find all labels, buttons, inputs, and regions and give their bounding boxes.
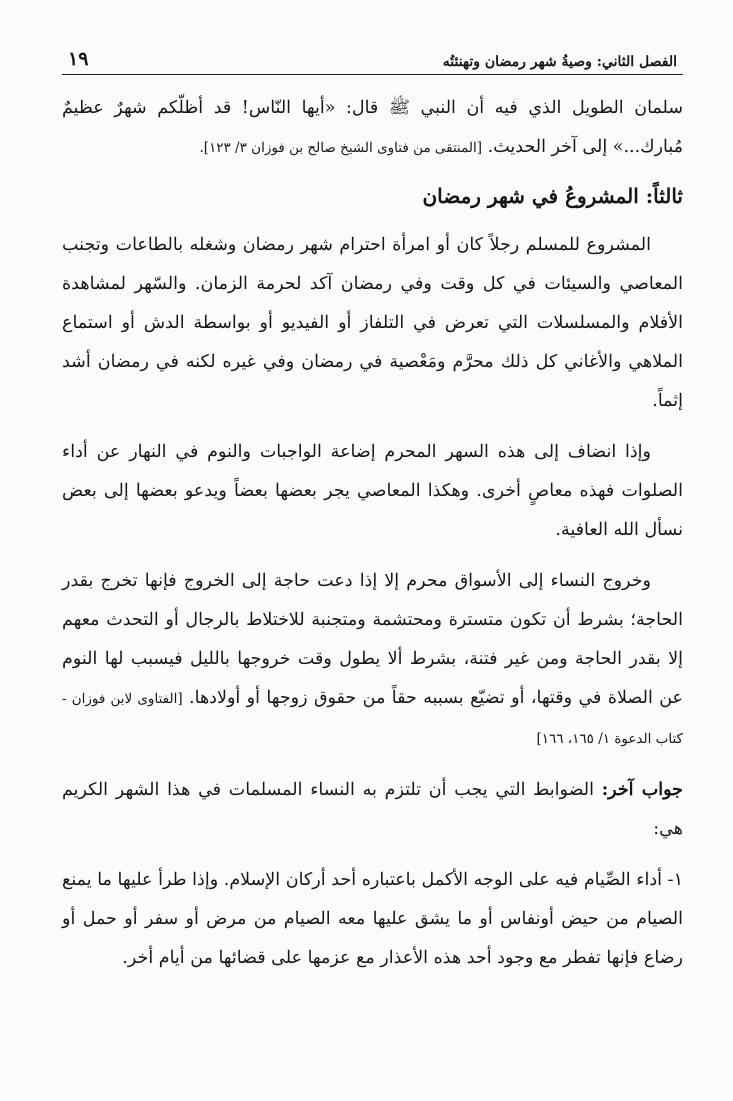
paragraph-4 xyxy=(62,771,683,849)
paragraph-2: وإذا انضاف إلى هذه السهر المحرم إضاعة الواجبات والنوم في النهار عن أداء الصلوات فهذه معاصٍ أخرى. وهكذا المعاصي يجر بعضها بعضاً ويدعو بعضها إلى بعض نسأل الله العافية. xyxy=(62,442,683,540)
paragraph-1: المشروع للمسلم رجلاً كان أو امرأة احترام شهر رمضان وشغله بالطاعات وتجنب المعاصي والسيئات في كل وقت وفي رمضان آكد لحرمة الزمان. والسّهر لمشاهدة الأفلام والمسلسلات التي تعرض في التلفاز أو الفيديو أو بواسطة الدش أو استماع الملاهي والأغاني كل ذلك محرَّم ومَعْصية في رمضان وفي غيره لكنه في رمضان أشد إثماً. xyxy=(62,235,683,411)
paragraph-5: ١- أداء الصِّيام فيه على الوجه الأكمل باعتباره أحد أركان الإسلام. وإذا طرأ عليها ما يمنع الصيام من حيض أونفاس أو ما يشق عليها معه الصيام من مرض أو سفر أو حمل أو رضاع فإنها تفطر مع وجود أحد هذه الأعذار مع عزمها على قضائها من أيام أخر. xyxy=(62,870,683,968)
page-header xyxy=(62,36,683,75)
page-content xyxy=(62,89,683,978)
intro-reference: [المنتقى من فتاوى الشيخ صالح بن فوزان ٣/ ١٢٣]. xyxy=(199,140,483,156)
intro-paragraph xyxy=(62,89,683,168)
running-title: الفصل الثاني: وصيةُ شهر رمضان وتهنئتُه xyxy=(442,54,677,70)
paragraph-3-reference: [الفتاوى لابن فوزان - كتاب الدعوة ١/ ١٦٥، ١٦٦] xyxy=(62,691,683,747)
intro-text: سلمان الطويل الذي فيه أن النبي ﷺ قال: «أيها النّاس! قد أظلّكم شهرٌ عظيمٌ مُبارك...» إلى آخر الحديث. xyxy=(62,98,683,157)
paragraph-4-text: الضوابط التي يجب أن تلتزم به النساء المسلمات في هذا الشهر الكريم هي: xyxy=(62,780,683,839)
paragraph-4-label: جواب آخر: xyxy=(601,780,683,800)
section-heading: ثالثاً: المشروعُ في شهر رمضان xyxy=(422,184,683,208)
page-number: ١٩ xyxy=(68,48,89,70)
paragraph-3-text: وخروج النساء إلى الأسواق محرم إلا إذا دعت حاجة إلى الخروج فإنها تخرج بقدر الحاجة؛ بشرط أن تكون متسترة ومحتشمة ومتجنبة للاختلاط بالرجال أو التحدث معهم إلا بقدر الحاجة ومن غير فتنة، بشرط ألا يطول وقت خروجها بالليل فيسبب لها النوم عن الصلاة في وقتها، أو تضيّع بسببه حقاً من حقوق زوجها أو أولادها. xyxy=(62,571,683,708)
paragraph-3 xyxy=(62,562,683,759)
